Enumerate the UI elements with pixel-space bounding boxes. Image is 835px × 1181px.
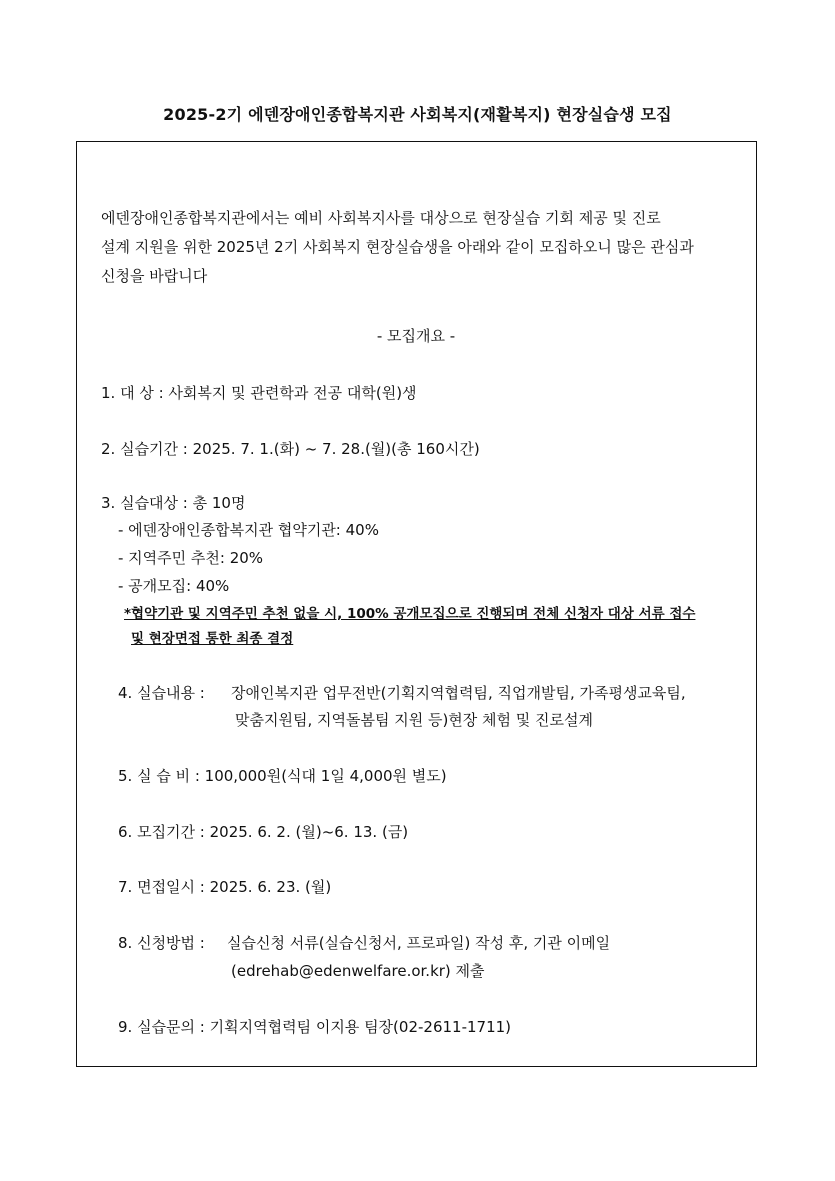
item-target: 1. 대 상 : 사회복지 및 관련학과 전공 대학(원)생 — [101, 384, 417, 402]
document-title: 2025-2기 에덴장애인종합복지관 사회복지(재활복지) 현장실습생 모집 — [163, 105, 672, 124]
intro-line: 신청을 바랍니다 — [101, 267, 208, 285]
item-count-sub: - 지역주민 추천: 20% — [118, 549, 264, 567]
item-recruit-period: 6. 모집기간 : 2025. 6. 2. (월)~6. 13. (금) — [118, 823, 409, 841]
intro-line: 에덴장애인종합복지관에서는 예비 사회복지사를 대상으로 현장실습 기회 제공 및 진로 — [101, 209, 661, 227]
note-line: 및 현장면접 통한 최종 결정 — [131, 631, 294, 647]
item-count-sub: - 공개모집: 40% — [118, 577, 230, 595]
item-interview-date: 7. 면접일시 : 2025. 6. 23. (월) — [118, 878, 332, 896]
item-apply-line: 실습신청 서류(실습신청서, 프로파일) 작성 후, 기관 이메일 — [227, 934, 611, 952]
selection-note — [124, 602, 764, 652]
recruitment-notice-box — [76, 141, 757, 1067]
item-count-sub: - 에덴장애인종합복지관 협약기관: 40% — [118, 521, 379, 539]
item-period: 2. 실습기간 : 2025. 7. 1.(화) ~ 7. 28.(월)(총 160시간) — [101, 440, 480, 458]
item-apply-email: (edrehab@edenwelfare.or.kr) 제출 — [231, 962, 485, 980]
intro-line: 설계 지원을 위한 2025년 2기 사회복지 현장실습생을 아래와 같이 모집하오니 많은 관심과 — [101, 238, 694, 256]
section-heading: - 모집개요 - — [376, 327, 456, 345]
item-content-line: 장애인복지관 업무전반(기획지역협력팀, 직업개발팀, 가족평생교육팀, — [231, 684, 686, 702]
item-contact: 9. 실습문의 : 기획지역협력팀 이지용 팀장(02-2611-1711) — [118, 1018, 512, 1036]
item-content-line: 맞춤지원팀, 지역돌봄팀 지원 등)현장 체험 및 진로설계 — [235, 711, 594, 729]
note-line: *협약기관 및 지역주민 추천 없을 시, 100% 공개모집으로 진행되며 전체 신청자 대상 서류 접수 — [124, 606, 696, 622]
item-content-label: 4. 실습내용 : — [118, 684, 205, 702]
item-fee: 5. 실 습 비 : 100,000원(식대 1일 4,000원 별도) — [118, 767, 447, 785]
intro-paragraph — [101, 204, 741, 291]
item-apply-label: 8. 신청방법 : — [118, 934, 205, 952]
item-count: 3. 실습대상 : 총 10명 — [101, 494, 246, 512]
